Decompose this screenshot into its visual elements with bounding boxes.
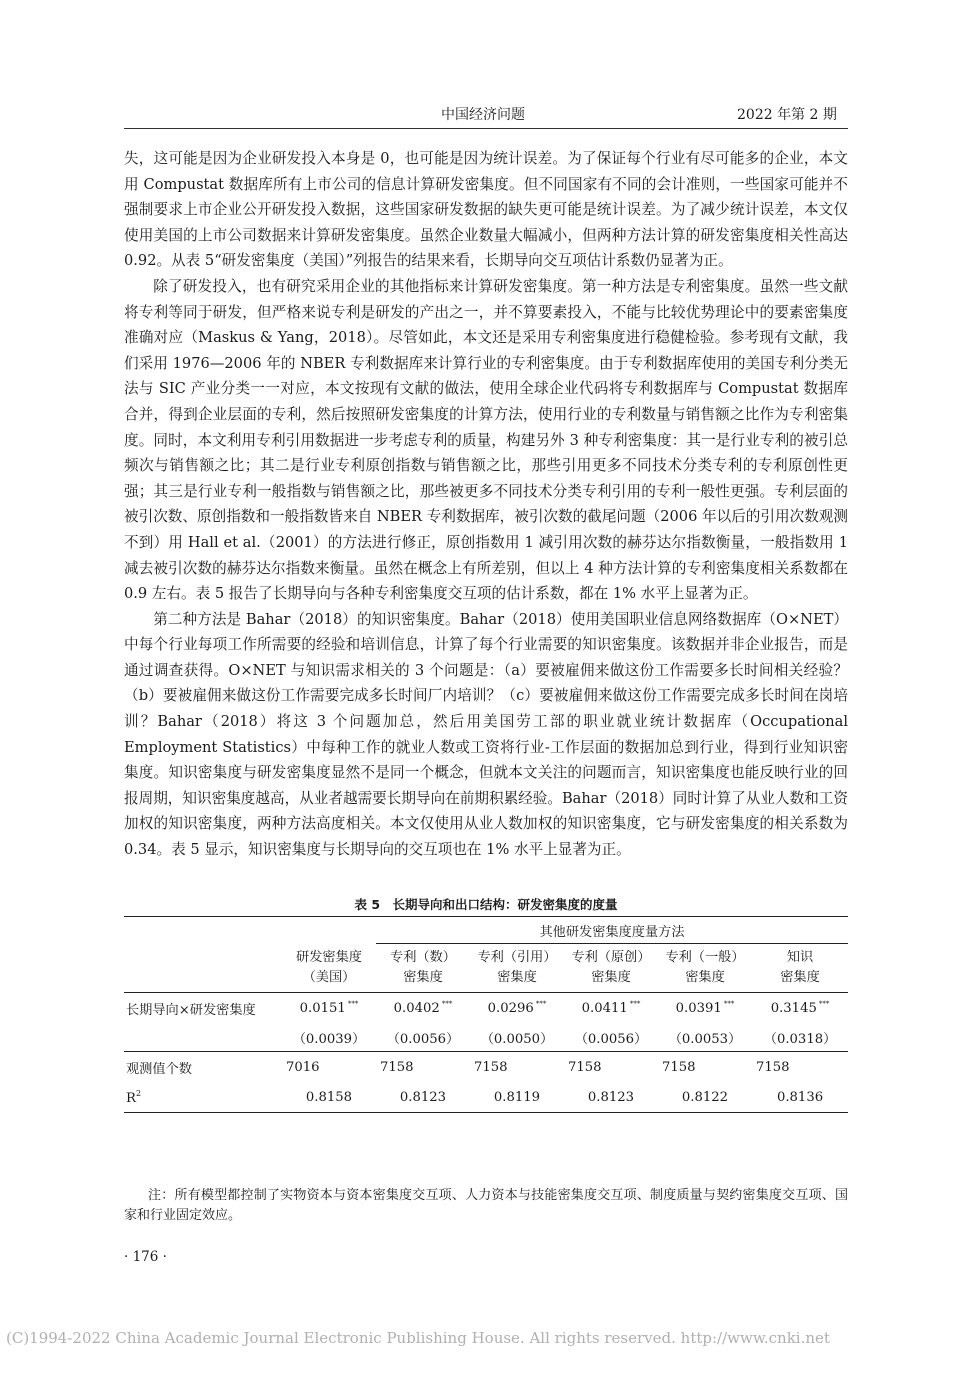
copyright-notice: (C)1994-2022 China Academic Journal Electronic Publishing House. All rights reserved. http://www.cnki.net xyxy=(6,1329,830,1347)
obs-cell: 7016 xyxy=(282,1052,376,1083)
obs-cell: 7158 xyxy=(376,1052,470,1083)
stub-header-lower xyxy=(124,944,282,993)
se-cell: （0.0050） xyxy=(480,1031,554,1047)
coef-cell: 0.0296 *** xyxy=(487,1000,547,1016)
empty-header-cell xyxy=(282,917,376,944)
obs-cell: 7158 xyxy=(752,1052,848,1083)
column-header: 专利（引用） 密集度 xyxy=(470,944,564,993)
header-rule xyxy=(124,128,848,129)
r2-cell: 0.8123 xyxy=(564,1082,658,1113)
obs-cell: 7158 xyxy=(470,1052,564,1083)
journal-name: 中国经济问题 xyxy=(441,107,525,123)
table-5 xyxy=(124,894,848,1113)
coef-cell: 0.0391 *** xyxy=(675,1000,735,1016)
paragraph-knowledge-intensity: 第二种方法是 Bahar（2018）的知识密集度。Bahar（2018）使用美国职业信息网络数据库（O×NET）中每个行业每项工作所需要的经验和培训信息，计算了每个行业需要的知识密集度。该数据并非企业报告，而是通过调查获得。O×NET 与知识需求相关的 3 个问题是：（a）要被雇佣来做这份工作需要多长时间相关经验？（b）要被雇佣来做这份工作需要完成多长时间厂内培训？（c）要被雇佣来做这份工作需要完成多长时间在岗培训？Bahar（2018）将这 3 个问题加总，然后用美国劳工部的职业就业统计数据库（Occupational Employment Statistics）中每种工作的就业人数或工资将行业-工作层面的数据加总到行业，得到行业知识密集度。知识密集度与研发密集度显然不是同一个概念，但就本文关注的问题而言，知识密集度也能反映行业的回报周期，知识密集度越高，从业者越需要长期导向在前期积累经验。Bahar（2018）同时计算了从业人数和工资加权的知识密集度，两种方法高度相关。本文仅使用从业人数加权的知识密集度，它与研发密集度的相关系数为 0.34。表 5 显示，知识密集度与长期导向的交互项也在 1% 水平上显著为正。 xyxy=(124,610,848,859)
obs-cell: 7158 xyxy=(564,1052,658,1083)
se-cell: （0.0053） xyxy=(668,1031,742,1047)
column-header: 知识 密集度 xyxy=(752,944,848,993)
table-note xyxy=(124,1186,848,1226)
column-header: 专利（一般） 密集度 xyxy=(658,944,752,993)
se-cell: （0.0056） xyxy=(386,1031,460,1047)
obs-cell: 7158 xyxy=(658,1052,752,1083)
se-cell: （0.0318） xyxy=(763,1031,837,1047)
coef-cell: 0.0151 *** xyxy=(299,1000,359,1016)
r2-cell: 0.8158 xyxy=(282,1082,376,1113)
results-table xyxy=(124,916,848,1113)
running-header xyxy=(0,104,972,124)
row-label-r2: $R^2$ xyxy=(124,1082,282,1113)
column-header: 专利（数） 密集度 xyxy=(376,944,470,993)
table-note-text: 注：所有模型都控制了实物资本与资本密集度交互项、人力资本与技能密集度交互项、制度质量与契约密集度交互项、国家和行业固定效应。 xyxy=(124,1188,848,1223)
page-number: · 176 · xyxy=(124,1249,167,1265)
r2-cell: 0.8136 xyxy=(752,1082,848,1113)
group-header: 其他研发密集度度量方法 xyxy=(376,917,848,944)
se-cell: （0.0039） xyxy=(292,1031,366,1047)
r2-cell: 0.8119 xyxy=(470,1082,564,1113)
r2-cell: 0.8123 xyxy=(376,1082,470,1113)
stub-header xyxy=(124,917,282,944)
paragraph-patent-intensity: 除了研发投入，也有研究采用企业的其他指标来计算研发密集度。第一种方法是专利密集度。虽然一些文献将专利等同于研发，但严格来说专利是研发的产出之一，并不算要素投入，不能与比较优势理论中的要素密集度准确对应（Maskus & Yang，2018）。尽管如此，本文还是采用专利密集度进行稳健检验。参考现有文献，我们采用 1976—2006 年的 NBER 专利数据库来计算行业的专利密集度。由于专利数据库使用的美国专利分类无法与 SIC 产业分类一一对应，本文按现有文献的做法，使用全球企业代码将专利数据库与 Compustat 数据库合并，得到企业层面的专利，然后按照研发密集度的计算方法，使用行业的专利数量与销售额之比作为专利密集度。同时，本文利用专利引用数据进一步考虑专利的质量，构建另外 3 种专利密集度：其一是行业专利的被引总频次与销售额之比；其二是行业专利原创指数与销售额之比，那些引用更多不同技术分类专利的专利原创性更强；其三是行业专利一般指数与销售额之比，那些被更多不同技术分类专利引用的专利一般性更强。专利层面的被引次数、原创指数和一般指数皆来自 NBER 专利数据库，被引次数的截尾问题（2006 年以后的引用次数观测不到）用 Hall et al.（2001）的方法进行修正，原创指数用 1 减引用次数的赫芬达尔指数衡量，一般指数用 1 减去被引次数的赫芬达尔指数来衡量。虽然在概念上有所差别，但以上 4 种方法计算的专利密集度相关系数都在 0.9 左右。表 5 报告了长期导向与各种专利密集度交互项的估计系数，都在 1% 水平上显著为正。 xyxy=(124,277,848,603)
se-row-stub xyxy=(124,1023,282,1052)
column-header: 研发密集度 （美国） xyxy=(282,944,376,993)
row-label-obs: 观测值个数 xyxy=(124,1052,282,1083)
body-text xyxy=(124,146,848,863)
coef-cell: 0.0411 *** xyxy=(581,1000,641,1016)
se-cell: （0.0056） xyxy=(574,1031,648,1047)
coef-cell: 0.3145 *** xyxy=(770,1000,830,1016)
table-title: 表 5 长期导向和出口结构：研发密集度的度量 xyxy=(354,897,618,912)
issue-label: 2022 年第 2 期 xyxy=(737,107,837,123)
coef-cell: 0.0402 *** xyxy=(393,1000,453,1016)
row-label-coef: 长期导向×研发密集度 xyxy=(126,1002,256,1018)
paragraph-continued: 失，这可能是因为企业研发投入本身是 0，也可能是因为统计误差。为了保证每个行业有尽可能多的企业，本文用 Compustat 数据库所有上市公司的信息计算研发密集度。但不同国家有不同的会计准则，一些国家可能并不强制要求上市企业公开研发投入数据，这些国家研发数据的缺失更可能是统计误差。为了减少统计误差，本文仅使用美国的上市公司数据来计算研发密集度。虽然企业数量大幅减小，但两种方法计算的研发密集度相关性高达 0.92。从表 5“研发密集度（美国）”列报告的结果来看，长期导向交互项估计系数仍显著为正。 xyxy=(124,150,848,270)
column-header: 专利（原创） 密集度 xyxy=(564,944,658,993)
r2-cell: 0.8122 xyxy=(658,1082,752,1113)
